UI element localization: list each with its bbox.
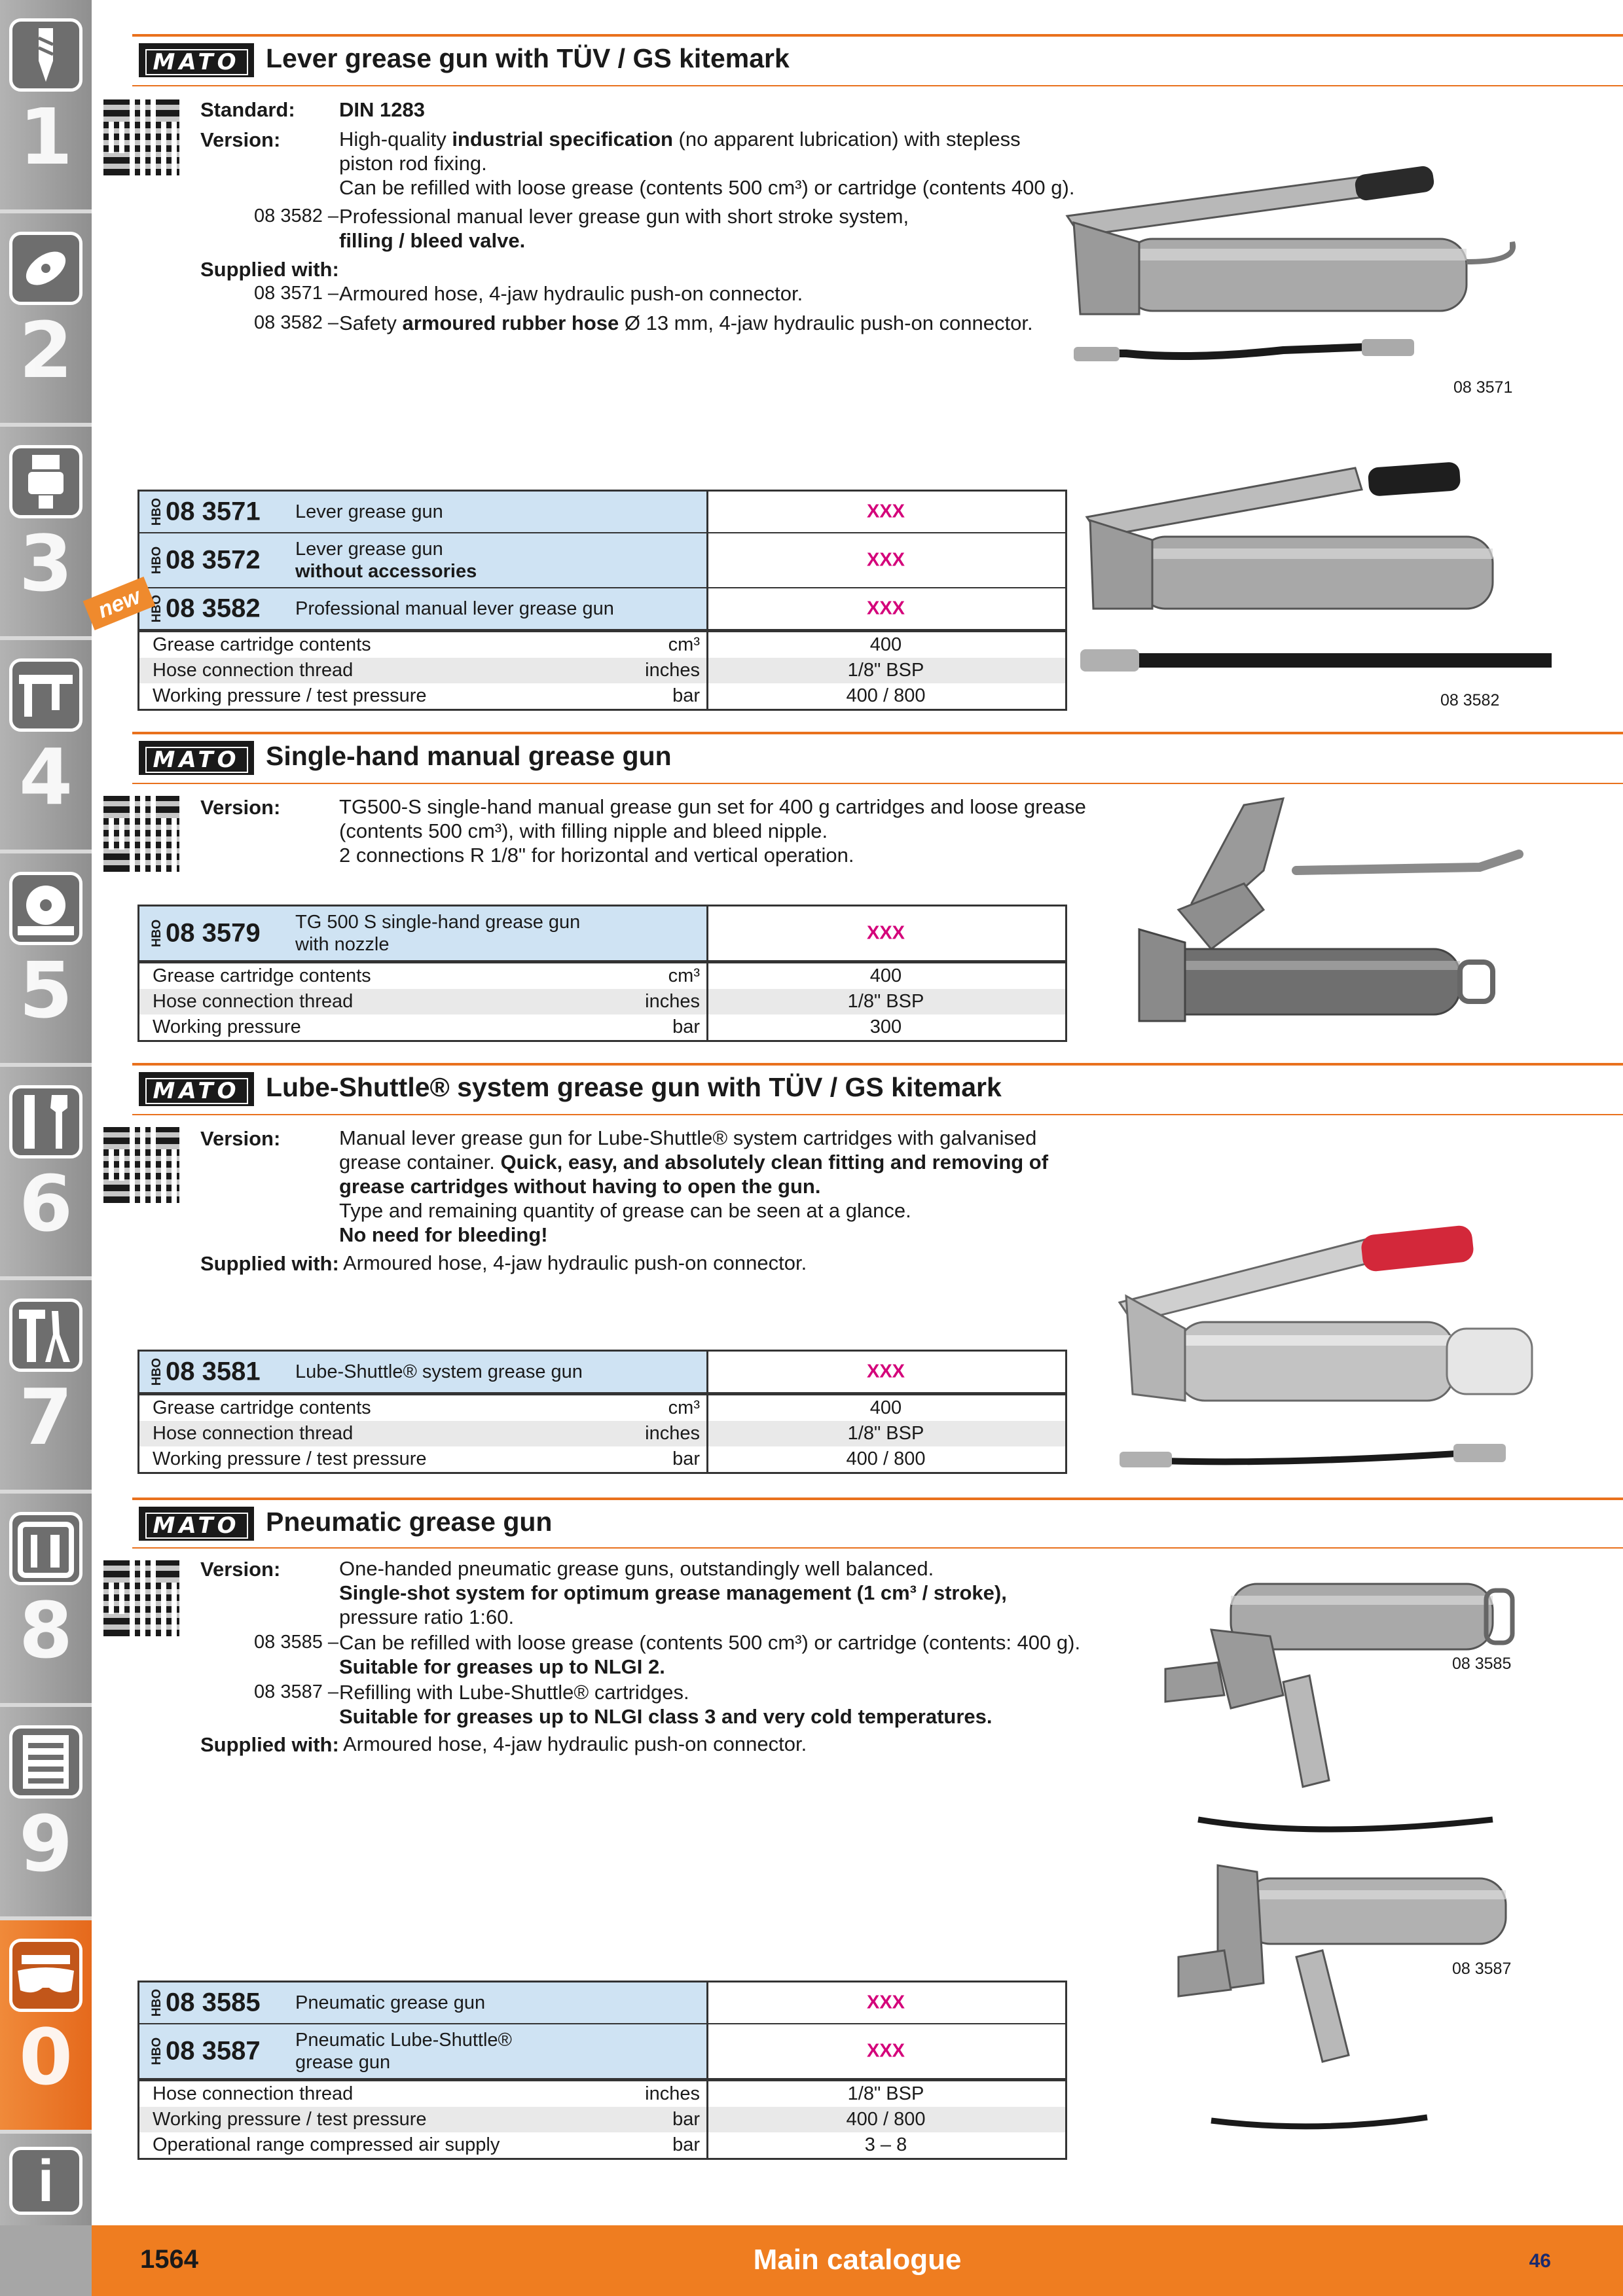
- standard-value: DIN 1283: [339, 98, 425, 121]
- article-number: 08 3585: [166, 1988, 261, 2017]
- spec-row: Working pressure / test pressure bar 400 / 800: [139, 683, 1065, 709]
- qr-code[interactable]: [103, 1560, 179, 1636]
- supplied-text: Armoured hose, 4-jaw hydraulic push-on connector.: [343, 1732, 807, 1755]
- article-name: TG 500 S single-hand grease gun with nozzle: [295, 912, 581, 955]
- tab-section-1[interactable]: [0, 0, 92, 209]
- version-text: 2 connections R 1/8" for horizontal and vertical operation.: [339, 844, 854, 867]
- version-text: Can be refilled with loose grease (contents 500 cm³) or cartridge (contents: 400 g).: [339, 1631, 1081, 1654]
- tab-number: 3: [18, 518, 73, 609]
- footer-page-ref: 46: [1529, 2250, 1551, 2272]
- version-text: No need for bleeding!: [339, 1223, 548, 1246]
- section-divider: [132, 732, 1623, 734]
- lever-grease-gun-image: [1061, 164, 1558, 386]
- table-row[interactable]: [139, 1982, 1065, 2024]
- catalogue-name: Main catalogue: [753, 2244, 962, 2276]
- table-row[interactable]: [139, 906, 1065, 961]
- version-text: Suitable for greases up to NLGI class 3 and very cold temperatures.: [339, 1705, 993, 1728]
- drill-bit-icon: [9, 18, 82, 92]
- article-number: 08 3587: [166, 2036, 261, 2066]
- article-name: Lube-Shuttle® system grease gun: [295, 1361, 583, 1382]
- professional-lever-grease-gun-image: [1080, 458, 1565, 681]
- price-table: [137, 490, 1067, 711]
- version-text: pressure ratio 1:60.: [339, 1605, 515, 1628]
- version-text: Single-shot system for optimum grease management (1 cm³ / stroke),: [339, 1581, 1007, 1604]
- tool-cabinet-icon: [9, 1725, 82, 1799]
- price: XXX: [866, 549, 905, 571]
- table-row[interactable]: [139, 1352, 1065, 1393]
- page-number: 1564: [140, 2245, 198, 2274]
- spec-row: Hose connection thread inches 1/8" BSP: [139, 2081, 1065, 2107]
- supplied-label: Supplied with:: [200, 258, 339, 281]
- hbo-tag: HBO: [150, 2037, 164, 2066]
- version-label: Version:: [200, 1127, 281, 1150]
- price: XXX: [866, 598, 905, 619]
- saw-blade-icon: [9, 872, 82, 945]
- tab-section-8[interactable]: [0, 1494, 92, 1703]
- spec-row: Hose connection thread inches 1/8" BSP: [139, 989, 1065, 1014]
- version-label: Version:: [200, 128, 281, 151]
- spec-row: Grease cartridge contents cm³ 400: [139, 1395, 1065, 1421]
- tab-number: 4: [18, 732, 73, 822]
- tab-number: 7: [18, 1372, 73, 1462]
- table-row[interactable]: [139, 533, 1065, 588]
- page-footer: [92, 2225, 1623, 2296]
- version-text: One-handed pneumatic grease guns, outstandingly well balanced.: [339, 1557, 934, 1580]
- tab-number: 9: [18, 1799, 73, 1889]
- supplied-label: Supplied with:: [200, 1733, 339, 1756]
- info-icon: i: [9, 2147, 82, 2215]
- article-number: 08 3572: [166, 545, 261, 575]
- article-name: Pneumatic Lube-Shuttle® grease gun: [295, 2030, 512, 2073]
- article-code: 08 3585 –: [254, 1632, 339, 1653]
- spec-rows: [139, 630, 1065, 709]
- price-table: [137, 1350, 1067, 1474]
- tab-section-7[interactable]: [0, 1280, 92, 1490]
- article-code: 08 3587 –: [254, 1681, 339, 1702]
- tab-info[interactable]: [0, 2134, 92, 2225]
- tab-section-6[interactable]: [0, 1067, 92, 1276]
- article-name: Professional manual lever grease gun: [295, 598, 614, 619]
- wrench-icon: [9, 1085, 82, 1158]
- spec-rows: [139, 2079, 1065, 2158]
- spec-row: Grease cartridge contents cm³ 400: [139, 632, 1065, 658]
- version-text: grease cartridges without having to open the gun.: [339, 1175, 821, 1198]
- table-row[interactable]: [139, 2024, 1065, 2079]
- hbo-tag: HBO: [150, 497, 164, 526]
- lube-shuttle-grease-gun-image: [1100, 1224, 1558, 1486]
- article-name: Lever grease gun without accessories: [295, 539, 477, 582]
- article-code: 08 3582 –: [254, 312, 339, 333]
- version-text: filling / bleed valve.: [339, 229, 526, 252]
- supplied-label: Supplied with:: [200, 1252, 339, 1275]
- price-table: [137, 905, 1067, 1042]
- version-text: piston rod fixing.: [339, 152, 487, 175]
- article-number: 08 3579: [166, 918, 261, 948]
- price: XXX: [866, 1361, 905, 1382]
- tab-number: 0: [18, 2012, 73, 2102]
- version-text: (contents 500 cm³), with filling nipple and bleed nipple.: [339, 819, 828, 842]
- hbo-tag: HBO: [150, 594, 164, 623]
- article-number: 08 3581: [166, 1357, 261, 1386]
- pneumatic-lube-shuttle-grease-gun-image: [1152, 1859, 1545, 2140]
- supplied-text: Safety armoured rubber hose Ø 13 mm, 4-jaw hydraulic push-on connector.: [339, 312, 1033, 334]
- version-text: Professional manual lever grease gun with short stroke system,: [339, 205, 909, 228]
- pneumatic-grease-gun-image: [1152, 1571, 1545, 1846]
- price: XXX: [866, 922, 905, 944]
- price: XXX: [866, 501, 905, 522]
- new-badge: new: [83, 577, 156, 630]
- tab-section-2[interactable]: [0, 213, 92, 423]
- single-hand-grease-gun-image: [1113, 792, 1558, 1054]
- article-code: 08 3571 –: [254, 283, 339, 304]
- tab-number: 8: [18, 1585, 73, 1676]
- chuck-icon: [9, 445, 82, 518]
- image-caption: 08 3571: [1453, 378, 1513, 397]
- tab-number: 1: [18, 92, 73, 182]
- safety-goggles-icon: [9, 1939, 82, 2012]
- section-divider: [132, 783, 1623, 784]
- spec-row: Working pressure / test pressure bar 400 / 800: [139, 2107, 1065, 2132]
- image-caption: 08 3587: [1452, 1960, 1512, 1978]
- mato-logo: MATO: [139, 1072, 254, 1106]
- version-label: Version:: [200, 1558, 281, 1581]
- section-divider: [132, 85, 1623, 86]
- version-text: Manual lever grease gun for Lube-Shuttle® system cartridges with galvanised: [339, 1126, 1037, 1149]
- version-text: TG500-S single-hand manual grease gun set for 400 g cartridges and loose grease: [339, 795, 1086, 818]
- spec-row: Hose connection thread inches 1/8" BSP: [139, 658, 1065, 683]
- section-divider: [132, 1114, 1623, 1115]
- article-number: 08 3571: [166, 497, 261, 526]
- section-title: Single-hand manual grease gun: [266, 741, 672, 771]
- article-number: 08 3582: [166, 594, 261, 623]
- table-row[interactable]: [139, 588, 1065, 630]
- tab-number: 2: [18, 305, 73, 395]
- caliper-icon: [9, 658, 82, 732]
- tab-section-9[interactable]: [0, 1707, 92, 1916]
- price: XXX: [866, 1992, 905, 2013]
- spec-row: Hose connection thread inches 1/8" BSP: [139, 1421, 1065, 1446]
- version-text: Refilling with Lube-Shuttle® cartridges.: [339, 1681, 689, 1704]
- price: XXX: [866, 2040, 905, 2062]
- qr-code[interactable]: [103, 1127, 179, 1203]
- article-code: 08 3582 –: [254, 206, 339, 226]
- article-name: Pneumatic grease gun: [295, 1992, 486, 2013]
- spec-rows: [139, 1393, 1065, 1472]
- section-title: Pneumatic grease gun: [266, 1507, 553, 1537]
- section-tab-strip: [0, 0, 92, 2296]
- spec-row: Working pressure bar 300: [139, 1014, 1065, 1040]
- version-text: Suitable for greases up to NLGI 2.: [339, 1655, 665, 1678]
- hbo-tag: HBO: [150, 919, 164, 948]
- section-divider: [132, 1547, 1623, 1549]
- hbo-tag: HBO: [150, 546, 164, 575]
- tab-section-4[interactable]: [0, 640, 92, 850]
- section-title: Lube-Shuttle® system grease gun with TÜV / GS kitemark: [266, 1072, 1002, 1102]
- image-caption: 08 3585: [1452, 1655, 1512, 1673]
- mato-logo: MATO: [139, 741, 254, 775]
- hbo-tag: HBO: [150, 1988, 164, 2017]
- version-text: Type and remaining quantity of grease can be seen at a glance.: [339, 1199, 911, 1222]
- toolbox-icon: [9, 1512, 82, 1585]
- section-divider: [132, 1498, 1623, 1500]
- mato-logo: MATO: [139, 43, 254, 77]
- standard-label: Standard:: [200, 98, 295, 121]
- spec-rows: [139, 961, 1065, 1040]
- tab-section-3[interactable]: [0, 427, 92, 636]
- section-title: Lever grease gun with TÜV / GS kitemark: [266, 43, 790, 73]
- mato-logo: MATO: [139, 1507, 254, 1541]
- spec-row: Grease cartridge contents cm³ 400: [139, 963, 1065, 989]
- table-row[interactable]: [139, 492, 1065, 533]
- image-caption: 08 3582: [1440, 691, 1500, 709]
- tab-number: 6: [18, 1158, 73, 1249]
- supplied-text: Armoured hose, 4-jaw hydraulic push-on connector.: [339, 282, 803, 305]
- qr-code[interactable]: [103, 99, 179, 175]
- tab-number: 5: [18, 945, 73, 1035]
- qr-code[interactable]: [103, 796, 179, 872]
- spec-row: Working pressure / test pressure bar 400 / 800: [139, 1446, 1065, 1472]
- pliers-icon: [9, 1299, 82, 1372]
- version-text: High-quality industrial specification (no apparent lubrication) with stepless: [339, 128, 1021, 151]
- spec-row: Operational range compressed air supply bar 3 – 8: [139, 2132, 1065, 2158]
- tab-section-5[interactable]: [0, 853, 92, 1063]
- version-text: grease container. Quick, easy, and absolutely clean fitting and removing of: [339, 1151, 1049, 1174]
- version-label: Version:: [200, 796, 281, 819]
- section-divider: [132, 1063, 1623, 1066]
- section-divider: [132, 34, 1623, 37]
- version-text: Can be refilled with loose grease (contents 500 cm³) or cartridge (contents 400 g).: [339, 176, 1075, 199]
- hbo-tag: HBO: [150, 1357, 164, 1386]
- supplied-text: Armoured hose, 4-jaw hydraulic push-on connector.: [343, 1251, 807, 1274]
- tab-section-0[interactable]: [0, 1920, 92, 2130]
- price-table: [137, 1981, 1067, 2160]
- article-name: Lever grease gun: [295, 501, 443, 522]
- cutting-disc-icon: [9, 232, 82, 305]
